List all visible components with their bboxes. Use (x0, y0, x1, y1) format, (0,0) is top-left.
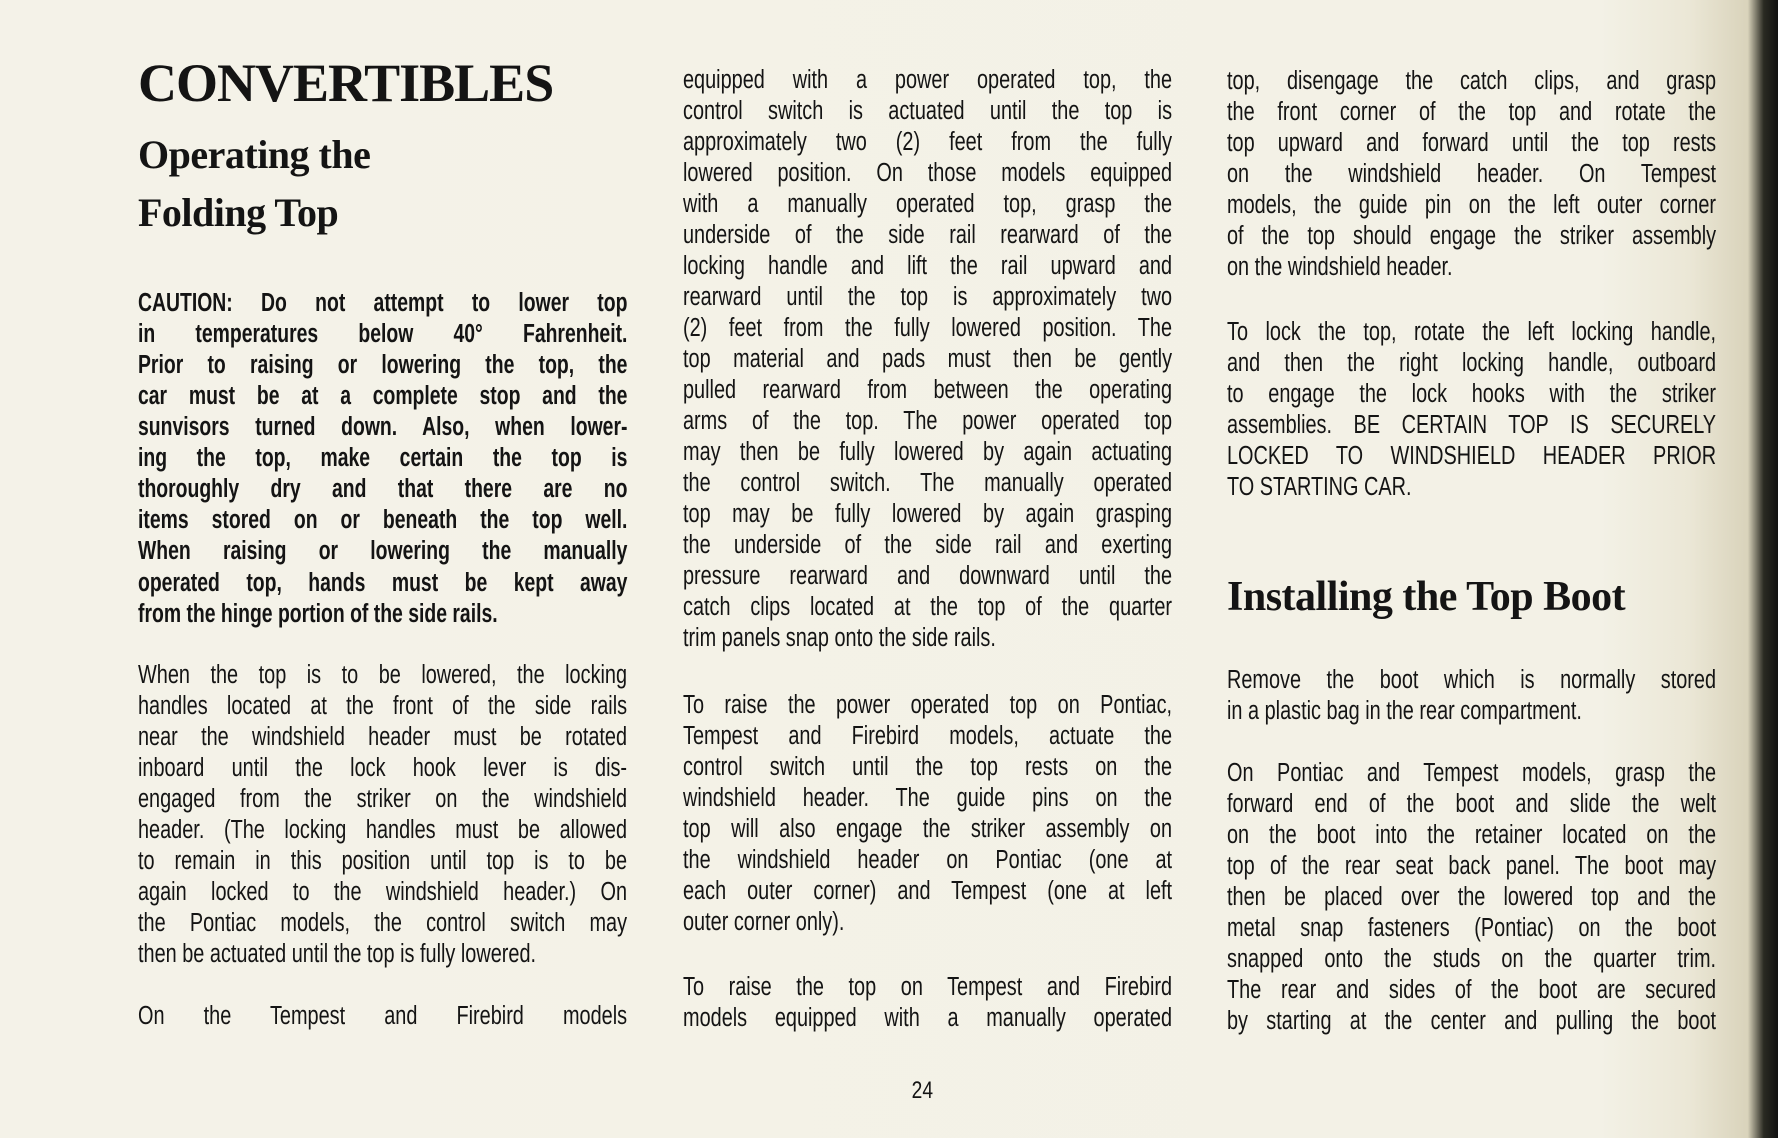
text-line: top material and pads must then be gently (683, 345, 1173, 374)
text-line: outer corner only). (683, 907, 845, 936)
text-line: TO STARTING CAR. (1227, 472, 1412, 501)
section-heading-top-boot: Installing the Top Boot (1227, 574, 1626, 620)
text-line: sunvisors turned down. Also, when lower- (138, 413, 628, 442)
text-line: and then the right locking handle, outboard (1227, 348, 1717, 377)
text-line: on the boot into the retainer located on the (1227, 820, 1717, 849)
text-line: Remove the boot which is normally stored (1227, 665, 1717, 694)
text-line: When raising or lowering the manually (138, 537, 628, 566)
text-line: handles located at the front of the side rails (138, 692, 628, 721)
text-line: Tempest and Firebird models, actuate the (683, 721, 1173, 750)
text-line: When the top is to be lowered, the locking (138, 661, 628, 690)
text-line: windshield header. The guide pins on the (683, 783, 1173, 812)
text-line: may then be fully lowered by again actuating (683, 438, 1173, 467)
text-line: top upward and forward until the top rests (1227, 129, 1717, 158)
text-line: the Pontiac models, the control switch may (138, 909, 628, 938)
text-line: models, the guide pin on the left outer corner (1227, 191, 1717, 220)
text-line: lowered position. On those models equipped (683, 159, 1173, 188)
text-line: models equipped with a manually operated (683, 1004, 1173, 1033)
text-line: in temperatures below 40° Fahrenheit. (138, 320, 628, 349)
text-line: of the top should engage the striker assembly (1227, 222, 1717, 251)
text-line: equipped with a power operated top, the (683, 66, 1173, 94)
text-line: control switch is actuated until the top is (683, 97, 1173, 126)
text-line: the underside of the side rail and exerting (683, 531, 1173, 560)
text-line: LOCKED TO WINDSHIELD HEADER PRIOR (1227, 441, 1717, 470)
text-line: pressure rearward and downward until the (683, 562, 1173, 591)
text-line: underside of the side rail rearward of the (683, 221, 1173, 250)
text-line: the windshield header on Pontiac (one at (683, 845, 1173, 874)
text-line: arms of the top. The power operated top (683, 407, 1173, 436)
text-line: operated top, hands must be kept away (138, 568, 628, 597)
text-line: assemblies. BE CERTAIN TOP IS SECURELY (1227, 410, 1717, 439)
text-line: top will also engage the striker assembly on (683, 814, 1173, 843)
text-line: header. (The locking handles must be allowed (138, 816, 628, 845)
text-line: then be actuated until the top is fully lowered. (138, 940, 537, 969)
text-line: items stored on or beneath the top well. (138, 506, 628, 535)
text-line: engaged from the striker on the windshield (138, 785, 628, 814)
page-title: CONVERTIBLES (138, 53, 554, 113)
text-line: ing the top, make certain the top is (138, 444, 628, 473)
text-line: control switch until the top rests on the (683, 752, 1173, 781)
text-line: On Pontiac and Tempest models, grasp the (1227, 758, 1717, 787)
text-line: top, disengage the catch clips, and grasp (1227, 67, 1717, 96)
text-line: Prior to raising or lowering the top, the (138, 351, 628, 380)
text-line: metal snap fasteners (Pontiac) on the boot (1227, 913, 1717, 942)
text-line: from the hinge portion of the side rails. (138, 599, 498, 628)
text-line: pulled rearward from between the operating (683, 376, 1173, 405)
text-line: on the windshield header. (1227, 253, 1453, 282)
section-title-line-1: Operating the (138, 132, 371, 177)
text-line: To lock the top, rotate the left locking handle, (1227, 317, 1717, 346)
text-line: in a plastic bag in the rear compartment. (1227, 696, 1582, 725)
text-line: approximately two (2) feet from the fully (683, 128, 1173, 157)
text-line: on the windshield header. On Tempest (1227, 160, 1717, 189)
text-line: inboard until the lock hook lever is dis- (138, 754, 628, 783)
text-line: snapped onto the studs on the quarter trim. (1227, 944, 1717, 973)
text-line: On the Tempest and Firebird models (138, 1001, 628, 1030)
text-line: forward end of the boot and slide the welt (1227, 789, 1717, 818)
text-line: to remain in this position until top is to be (138, 847, 628, 876)
text-line: top may be fully lowered by again grasping (683, 500, 1173, 529)
text-line: catch clips located at the top of the quarter (683, 593, 1173, 622)
text-line: again locked to the windshield header.) On (138, 878, 628, 907)
text-line: (2) feet from the fully lowered position. The (683, 314, 1173, 343)
text-line: To raise the top on Tempest and Firebird (683, 973, 1173, 1002)
text-line: near the windshield header must be rotated (138, 723, 628, 752)
text-line: To raise the power operated top on Pontiac, (683, 690, 1173, 719)
text-line: then be placed over the lowered top and the (1227, 882, 1717, 911)
text-line: top of the rear seat back panel. The boot may (1227, 851, 1717, 880)
text-line: by starting at the center and pulling the boot (1227, 1006, 1717, 1035)
text-line: with a manually operated top, grasp the (683, 190, 1173, 219)
text-line: car must be at a complete stop and the (138, 382, 628, 411)
text-line: the control switch. The manually operated (683, 469, 1173, 498)
text-line: thoroughly dry and that there are no (138, 475, 628, 504)
text-line: The rear and sides of the boot are secured (1227, 975, 1717, 1004)
text-line: rearward until the top is approximately two (683, 283, 1173, 312)
text-line: locking handle and lift the rail upward and (683, 252, 1173, 281)
section-title-line-2: Folding Top (138, 190, 339, 235)
text-line: each outer corner) and Tempest (one at left (683, 876, 1173, 905)
text-line: CAUTION: Do not attempt to lower top (138, 289, 628, 318)
text-line: trim panels snap onto the side rails. (683, 624, 996, 653)
text-line: the front corner of the top and rotate the (1227, 98, 1717, 127)
text-line: to engage the lock hooks with the striker (1227, 379, 1717, 408)
page-number: 24 (911, 1077, 934, 1104)
